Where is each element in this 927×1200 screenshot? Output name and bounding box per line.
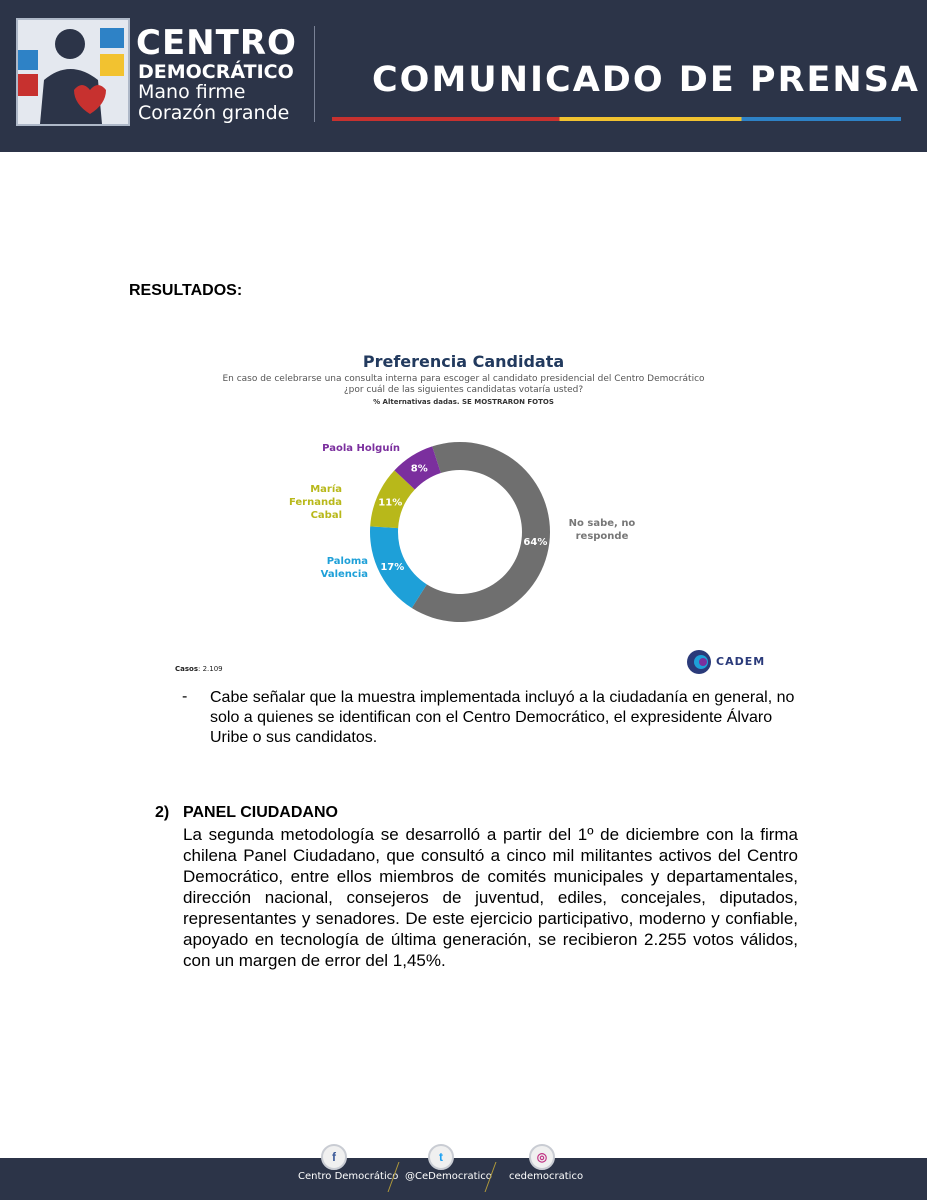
legend-label-line2: responde [575, 531, 629, 542]
twitter-label[interactable]: @CeDemocratico [405, 1171, 492, 1182]
chart-note: % Alternativas dadas. SE MOSTRARON FOTOS [373, 398, 554, 406]
chart-title: Preferencia Candidata [362, 352, 565, 371]
legend-no-sabe [562, 517, 642, 543]
chart-subtitle-1: En caso de celebrarse una consulta interna para escoger al candidato presidencial del Centro Democrático [222, 374, 705, 384]
facebook-icon[interactable]: f [321, 1144, 347, 1170]
party-logo-icon [16, 18, 130, 126]
legend-label-line2: Valencia [320, 569, 368, 580]
cadem-logo [686, 648, 776, 678]
org-name: CENTRO [136, 23, 297, 63]
slogan-line-1: Mano firme [138, 81, 246, 103]
tricolor-bar [332, 117, 901, 121]
legend-label-line1: María Fernanda [288, 484, 342, 508]
legend-label-line1: No sabe, no [568, 518, 636, 529]
donut-value-label: 17% [380, 562, 405, 574]
section-number: 2) [155, 804, 170, 821]
chart-subtitle-2: ¿por cuál de las siguientes candidatas votaría usted? [343, 385, 584, 395]
section-title: PANEL CIUDADANO [183, 804, 338, 821]
casos-label: Casos [175, 665, 199, 673]
donut-chart [360, 432, 560, 632]
twitter-icon[interactable]: t [428, 1144, 454, 1170]
legend-label: Paola Holguín [322, 443, 400, 454]
org-name-secondary: DEMOCRÁTICO [138, 61, 294, 83]
header-banner [0, 0, 927, 152]
sample-size [175, 665, 223, 673]
bullet-dash: - [182, 688, 188, 705]
legend-paola-holguin [300, 442, 400, 455]
legend-label-line2: Cabal [310, 510, 342, 521]
casos-value: : 2.109 [198, 665, 223, 673]
slogan-line-2: Corazón grande [138, 102, 290, 124]
cadem-name: CADEM [716, 655, 766, 668]
cadem-logo-icon [686, 649, 712, 675]
bullet-paragraph: Cabe señalar que la muestra implementada incluyó a la ciudadanía en general, no solo a quienes se identifican con el Centro Democrático, el expresidente Álvaro Uribe o sus candidatos. [210, 689, 795, 746]
legend-label-line1: Paloma [326, 556, 368, 567]
donut-value-label: 64% [523, 537, 548, 549]
header-divider [314, 26, 315, 122]
document-title: COMUNICADO DE PRENSA [372, 60, 921, 100]
instagram-label[interactable]: cedemocratico [509, 1171, 584, 1182]
results-heading: RESULTADOS: [129, 282, 243, 299]
donut-value-label: 11% [378, 497, 403, 509]
facebook-label[interactable]: Centro Democrático [298, 1171, 399, 1182]
instagram-icon[interactable]: ◎ [529, 1144, 555, 1170]
section-body: La segunda metodología se desarrolló a partir del 1º de diciembre con la firma chilena Panel Ciudadano, que consultó a cinco mil militantes activos del Centro Democrático, entre ellos miembros de comités municipales y departamentales, dirección nacional, consejeros de juventud, ediles, concejales, diputados, representantes y senadores. De este ejercicio participativo, moderno y confiable, apoyado en tecnología de última generación, se recibieron 2.255 votos válidos, con un margen de error del 1,45%. [183, 825, 798, 970]
legend-paloma-valencia [268, 555, 368, 581]
donut-value-label: 8% [410, 463, 428, 475]
legend-maria-fernanda-cabal [262, 483, 342, 522]
